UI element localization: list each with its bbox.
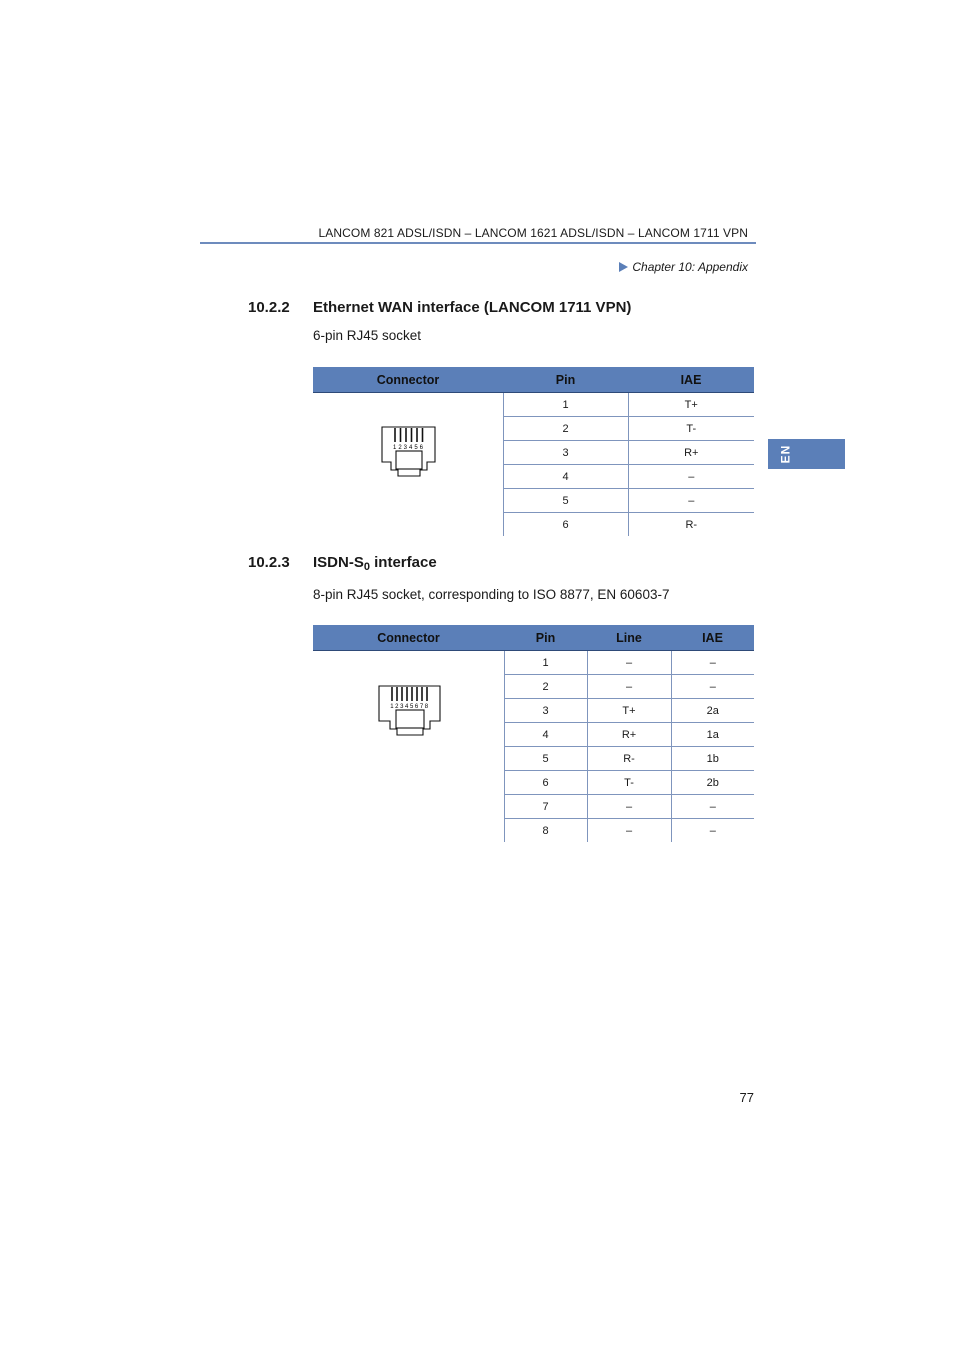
iae-cell: R+ xyxy=(628,441,754,465)
column-header: Connector xyxy=(313,625,504,651)
connector-cell xyxy=(313,651,504,843)
connector-pin-numbers: 123456 xyxy=(392,445,426,451)
pin-cell: 3 xyxy=(503,441,628,465)
pin-table-isdn xyxy=(313,625,754,842)
pin-cell: 1 xyxy=(503,393,628,417)
line-cell: T+ xyxy=(587,699,671,723)
iae-cell: 2b xyxy=(671,771,754,795)
chapter-label: Chapter 10: Appendix xyxy=(632,260,748,274)
iae-cell: – xyxy=(628,465,754,489)
iae-cell: T- xyxy=(628,417,754,441)
pin-cell: 4 xyxy=(504,723,587,747)
iae-cell: R- xyxy=(628,513,754,537)
page-number: 77 xyxy=(739,1090,754,1105)
table-header-row xyxy=(313,625,754,651)
iae-cell: – xyxy=(671,819,754,843)
column-header: IAE xyxy=(671,625,754,651)
language-tab[interactable] xyxy=(768,439,845,469)
iae-cell: 1a xyxy=(671,723,754,747)
line-cell: – xyxy=(587,795,671,819)
running-header: LANCOM 821 ADSL/ISDN – LANCOM 1621 ADSL/ISDN – LANCOM 1711 VPN xyxy=(318,226,748,240)
line-cell: R+ xyxy=(587,723,671,747)
column-header: Pin xyxy=(504,625,587,651)
iae-cell: T+ xyxy=(628,393,754,417)
connector-cell xyxy=(313,393,503,537)
connector-pin-numbers: 12345678 xyxy=(390,704,430,710)
pin-cell: 6 xyxy=(503,513,628,537)
iae-cell: – xyxy=(671,675,754,699)
iae-cell: – xyxy=(671,795,754,819)
section-subtitle: 8-pin RJ45 socket, corresponding to ISO 8877, EN 60603-7 xyxy=(313,587,670,602)
pin-cell: 4 xyxy=(503,465,628,489)
line-cell: R- xyxy=(587,747,671,771)
language-tab-label: EN xyxy=(778,444,793,464)
pin-cell: 1 xyxy=(504,651,587,675)
rj45-8pin-socket-icon xyxy=(378,685,442,743)
line-cell: T- xyxy=(587,771,671,795)
pin-cell: 3 xyxy=(504,699,587,723)
iae-cell: 1b xyxy=(671,747,754,771)
column-header: Pin xyxy=(503,367,628,393)
table-header-row xyxy=(313,367,754,393)
section-title: Ethernet WAN interface (LANCOM 1711 VPN) xyxy=(313,299,632,316)
section-number: 10.2.2 xyxy=(248,299,290,316)
line-cell: – xyxy=(587,819,671,843)
pin-cell: 2 xyxy=(503,417,628,441)
pin-cell: 7 xyxy=(504,795,587,819)
pin-cell: 5 xyxy=(503,489,628,513)
column-header: IAE xyxy=(628,367,754,393)
column-header: Line xyxy=(587,625,671,651)
line-cell: – xyxy=(587,651,671,675)
pin-cell: 5 xyxy=(504,747,587,771)
line-cell: – xyxy=(587,675,671,699)
iae-cell: – xyxy=(671,651,754,675)
section-title: ISDN-$S_0$ interface xyxy=(313,554,437,573)
pin-cell: 2 xyxy=(504,675,587,699)
section-subtitle: 6-pin RJ45 socket xyxy=(313,328,422,343)
header-rule xyxy=(200,242,756,244)
iae-cell: – xyxy=(628,489,754,513)
iae-cell: 2a xyxy=(671,699,754,723)
rj45-6pin-socket-icon xyxy=(381,426,437,484)
pin-table-ethernet xyxy=(313,367,754,536)
pin-cell: 6 xyxy=(504,771,587,795)
table-row xyxy=(313,393,754,417)
chapter-reference xyxy=(560,260,748,274)
section-number: 10.2.3 xyxy=(248,554,290,571)
column-header: Connector xyxy=(313,367,503,393)
triangle-right-icon xyxy=(619,262,628,272)
table-row xyxy=(313,651,754,675)
pin-cell: 8 xyxy=(504,819,587,843)
